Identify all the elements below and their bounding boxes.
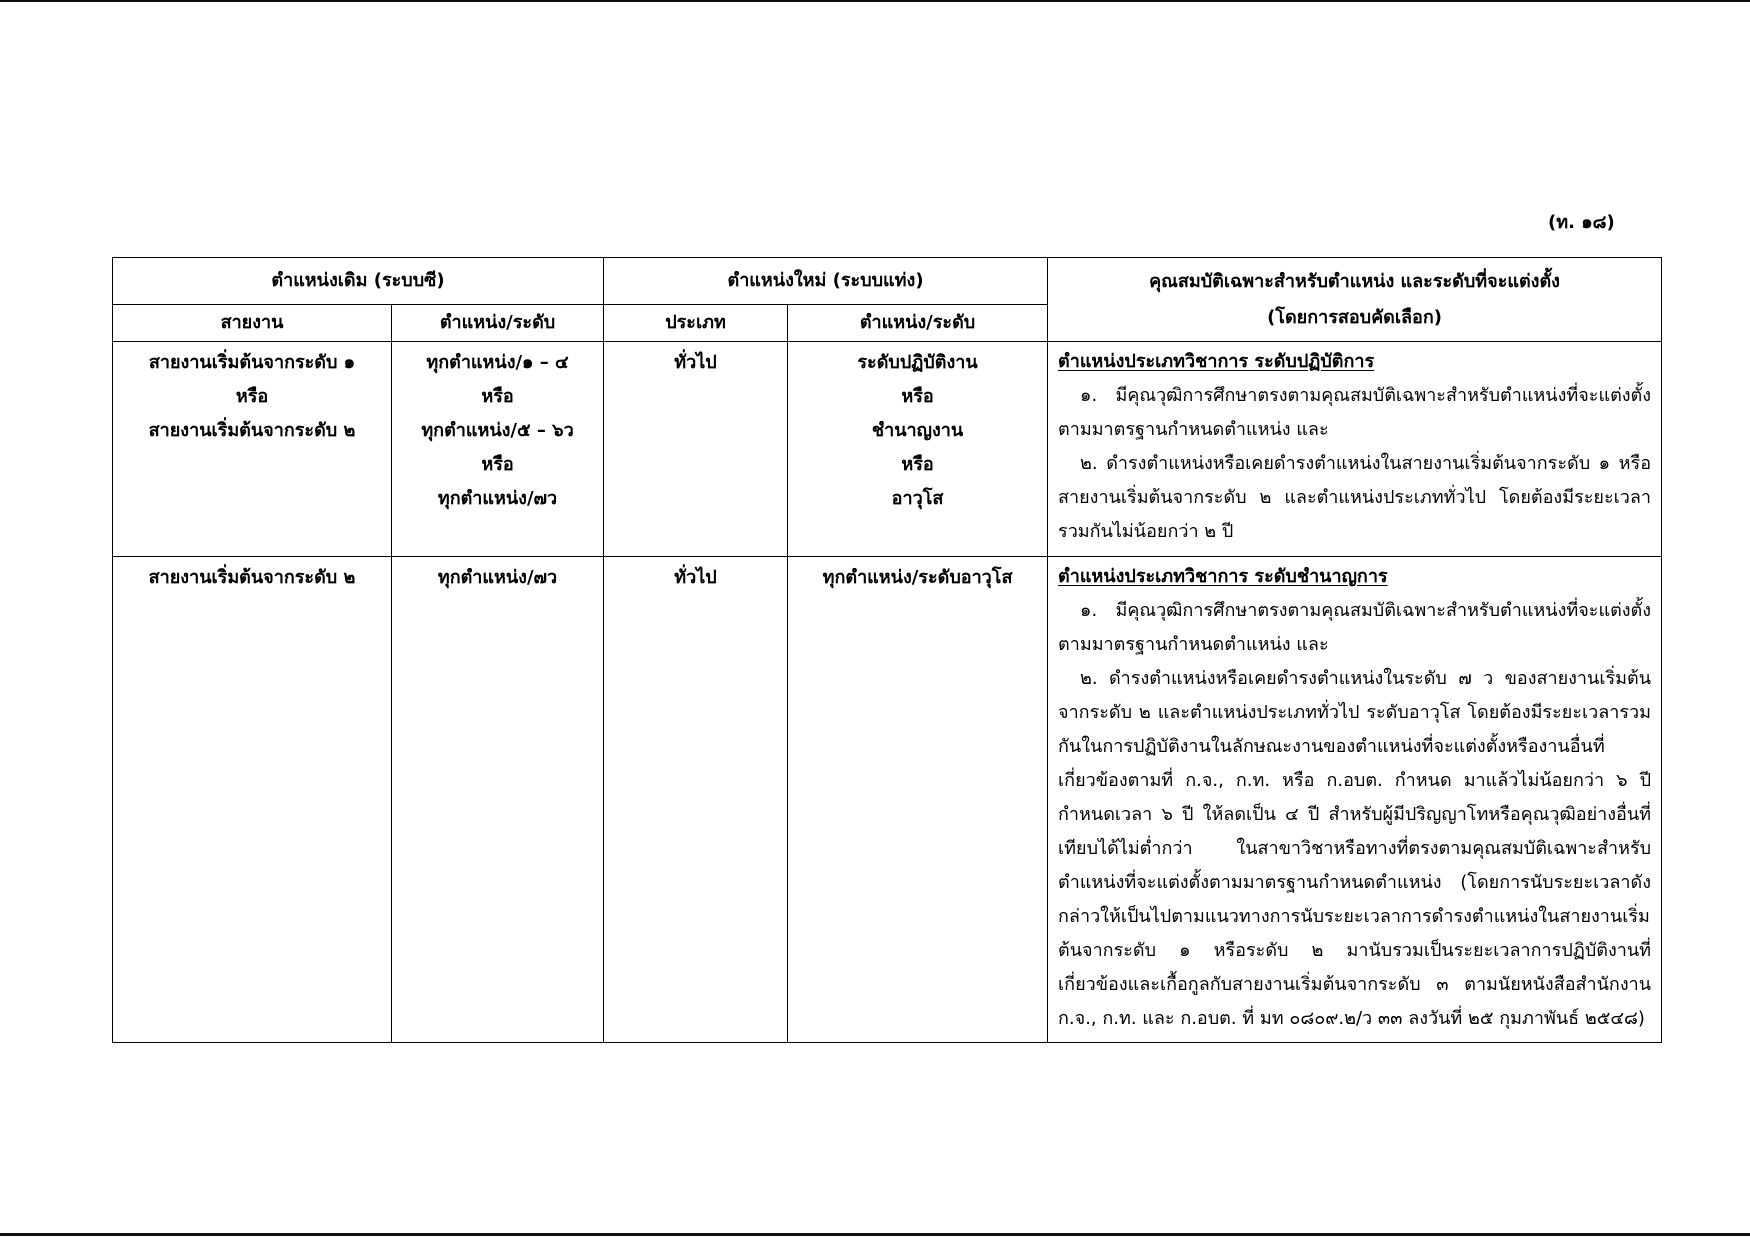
cell-line: สายงานเริ่มต้นจากระดับ ๑ bbox=[148, 352, 356, 373]
cell-line: หรือ bbox=[901, 386, 934, 407]
cell-line: หรือ bbox=[481, 454, 514, 475]
qualification-item: ๒. ดำรงตำแหน่งหรือเคยดำรงตำแหน่งในระดับ ๗ ว ของสายงานเริ่มต้นจากระดับ ๒ และตำแหน่งประเภททั่วไป ระดับอาวุโส โดยต้องมีระยะเวลารวมกันในการปฏิบัติงานในลักษณะงานของตำแหน่งที่จะแต่งตั้งหรืองานอื่นที่เกี่ยวข้องตามที่ ก.จ., ก.ท. หรือ ก.อบต. กำหนด มาแล้วไม่น้อยกว่า ๖ ปี กำหนดเวลา ๖ ปี ให้ลดเป็น ๔ ปี สำหรับผู้มีปริญญาโทหรือคุณวุฒิอย่างอื่นที่เทียบได้ไม่ต่ำกว่า ในสาขาวิชาหรือทางที่ตรงตามคุณสมบัติเฉพาะสำหรับตำแหน่งที่จะแต่งตั้งตามมาตรฐานกำหนดตำแหน่ง (โดยการนับระยะเวลาดังกล่าวให้เป็นไปตามแนวทางการนับระยะเวลาการดำรงตำแหน่งในสายงานเริ่มต้นจากระดับ ๑ หรือระดับ ๒ มานับรวมเป็นระยะเวลาการปฏิบัติงานที่เกี่ยวข้องและเกื้อกูลกับสายงานเริ่มต้นจากระดับ ๓ ตามนัยหนังสือสำนักงาน ก.จ., ก.ท. และ ก.อบต. ที่ มท ๐๘๐๙.๒/ว ๓๓ ลงวันที่ ๒๕ กุมภาพันธ์ ๒๕๔๘) bbox=[1058, 668, 1652, 1029]
cell-old-rank bbox=[392, 342, 604, 557]
cell-line: ทุกตำแหน่ง/๕ – ๖ว bbox=[421, 420, 574, 441]
cell-line: ทุกตำแหน่ง/๗ว bbox=[437, 567, 558, 588]
header-row-1 bbox=[113, 258, 1662, 305]
scan-edge-bottom bbox=[0, 1233, 1750, 1236]
header-qualification-line1: คุณสมบัติเฉพาะสำหรับตำแหน่ง และระดับที่จะแต่งตั้ง bbox=[1149, 270, 1560, 292]
cell-line: ทั่วไป bbox=[674, 352, 717, 373]
qualification-heading: ตำแหน่งประเภทวิชาการ ระดับปฏิบัติการ bbox=[1058, 351, 1375, 372]
header-qualification bbox=[1048, 258, 1662, 342]
table-row bbox=[113, 557, 1662, 1043]
header-new-rank: ตำแหน่ง/ระดับ bbox=[788, 305, 1048, 342]
cell-line: หรือ bbox=[481, 386, 514, 407]
cell-line: ทุกตำแหน่ง/ระดับอาวุโส bbox=[822, 567, 1013, 588]
cell-type bbox=[604, 342, 788, 557]
qualification-item: ๑. มีคุณวุฒิการศึกษาตรงตามคุณสมบัติเฉพาะสำหรับตำแหน่งที่จะแต่งตั้งตามมาตรฐานกำหนดตำแหน่ง และ bbox=[1058, 385, 1652, 440]
header-type: ประเภท bbox=[604, 305, 788, 342]
header-old-rank: ตำแหน่ง/ระดับ bbox=[392, 305, 604, 342]
table-row bbox=[113, 342, 1662, 557]
header-qualification-line2: (โดยการสอบคัดเลือก) bbox=[1267, 306, 1442, 328]
cell-line: หรือ bbox=[235, 386, 269, 407]
cell-line: ระดับปฏิบัติงาน bbox=[857, 352, 978, 373]
cell-line: หรือ bbox=[901, 454, 934, 475]
cell-line: ทุกตำแหน่ง/๑ – ๔ bbox=[426, 352, 569, 373]
cell-line-of-work bbox=[113, 557, 392, 1043]
qualification-item: ๑. มีคุณวุฒิการศึกษาตรงตามคุณสมบัติเฉพาะสำหรับตำแหน่งที่จะแต่งตั้งตามมาตรฐานกำหนดตำแหน่ง และ bbox=[1058, 600, 1652, 655]
qualification-item: ๒. ดำรงตำแหน่งหรือเคยดำรงตำแหน่งในสายงานเริ่มต้นจากระดับ ๑ หรือสายงานเริ่มต้นจากระดับ ๒ และตำแหน่งประเภททั่วไป โดยต้องมีระยะเวลารวมกันไม่น้อยกว่า ๒ ปี bbox=[1058, 453, 1652, 542]
cell-line-of-work bbox=[113, 342, 392, 557]
cell-line: สายงานเริ่มต้นจากระดับ ๒ bbox=[148, 567, 356, 588]
scan-edge-top bbox=[0, 0, 1750, 2]
cell-new-rank bbox=[788, 557, 1048, 1043]
cell-line: ทั่วไป bbox=[674, 567, 717, 588]
cell-old-rank bbox=[392, 557, 604, 1043]
cell-line: สายงานเริ่มต้นจากระดับ ๒ bbox=[148, 420, 356, 441]
qualification-heading: ตำแหน่งประเภทวิชาการ ระดับชำนาญการ bbox=[1058, 566, 1388, 587]
cell-line: ชำนาญงาน bbox=[871, 420, 964, 441]
cell-new-rank bbox=[788, 342, 1048, 557]
page-label: (ท. ๑๘) bbox=[1548, 212, 1615, 233]
header-old-position: ตำแหน่งเดิม (ระบบซี) bbox=[113, 258, 604, 305]
cell-line: อาวุโส bbox=[891, 488, 944, 509]
header-line-of-work: สายงาน bbox=[113, 305, 392, 342]
cell-qualification bbox=[1048, 557, 1662, 1043]
cell-line: ทุกตำแหน่ง/๗ว bbox=[437, 488, 558, 509]
cell-type bbox=[604, 557, 788, 1043]
header-new-position: ตำแหน่งใหม่ (ระบบแท่ง) bbox=[604, 258, 1048, 305]
position-mapping-table bbox=[112, 257, 1662, 1043]
cell-qualification bbox=[1048, 342, 1662, 557]
